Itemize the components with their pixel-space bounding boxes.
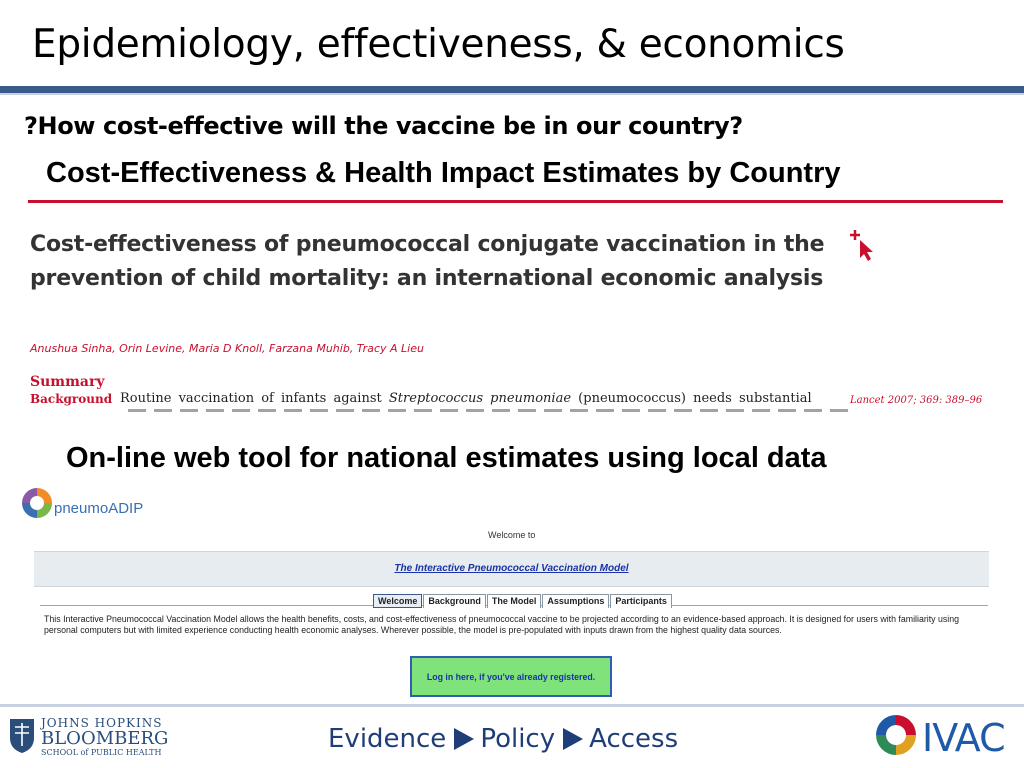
- paper-cutoff-line: [128, 409, 848, 412]
- paper-excerpt: [28, 212, 1003, 412]
- background-text-italic: Streptococcus pneumoniae: [388, 391, 572, 406]
- model-description: This Interactive Pneumococcal Vaccination Model allows the health benefits, costs, and cost-effectiveness of pneumococcal vaccine to be projected according to an evidence-based approach. It is designed for users with familiarity using personal computers but with limited experience conducting health economic analyses. Wherever possible, the model is pre-populated with inputs drawn from the highest quality data sources.: [44, 614, 960, 635]
- title-divider: [0, 86, 1024, 93]
- tab-background[interactable]: Background: [423, 594, 486, 608]
- background-text-start: Routine vaccination of infants against: [120, 391, 382, 406]
- pointer-cursor-icon: [850, 230, 880, 262]
- pneumoadip-logo-icon: [20, 486, 54, 520]
- tab-bar: [373, 594, 673, 608]
- section-divider: [28, 200, 1003, 203]
- jhu-shield-icon: [9, 718, 35, 754]
- login-button[interactable]: [410, 656, 612, 697]
- arrow-right-icon: [563, 728, 583, 750]
- tab-participants[interactable]: Participants: [610, 594, 672, 608]
- paper-background-text: [120, 391, 812, 406]
- jhu-name-line1: JOHNS HOPKINS: [41, 716, 163, 730]
- jhu-name-line2: BLOOMBERG: [41, 728, 169, 749]
- tagline: [328, 724, 678, 754]
- section-heading-estimates: Cost-Effectiveness & Health Impact Estimates by Country: [46, 157, 841, 189]
- jhu-name-line3: SCHOOL of PUBLIC HEALTH: [41, 748, 162, 757]
- tagline-access: Access: [589, 724, 679, 754]
- tab-assumptions[interactable]: Assumptions: [542, 594, 609, 608]
- section-heading-webtool: On-line web tool for national estimates using local data: [66, 442, 827, 474]
- pneumoadip-logo-text: pneumoADIP: [54, 500, 144, 517]
- title-divider-shadow: [0, 93, 1024, 95]
- paper-authors: Anushua Sinha, Orin Levine, Maria D Knoll, Farzana Muhib, Tracy A Lieu: [30, 342, 424, 355]
- paper-title: Cost-effectiveness of pneumococcal conjugate vaccination in the prevention of child mortality: an international economic analysis: [30, 232, 825, 291]
- arrow-right-icon: [454, 728, 474, 750]
- model-title-link[interactable]: The Interactive Pneumococcal Vaccination Model: [394, 563, 629, 574]
- login-button-label: Log in here, if you've already registered.: [426, 672, 596, 682]
- question-text: ?How cost-effective will the vaccine be in our country?: [24, 112, 743, 140]
- model-banner: [34, 551, 989, 587]
- ivac-logo-text: IVAC: [922, 716, 1005, 760]
- ivac-logo-icon: [873, 712, 919, 758]
- welcome-to-text: Welcome to: [488, 530, 536, 540]
- paper-summary-label: Summary: [30, 374, 105, 390]
- footer-divider: [0, 704, 1024, 707]
- background-text-end: (pneumococcus) needs substantial: [578, 391, 812, 406]
- tab-the-model[interactable]: The Model: [487, 594, 542, 608]
- tagline-policy: Policy: [480, 724, 556, 754]
- tab-welcome[interactable]: Welcome: [373, 594, 422, 608]
- paper-citation: Lancet 2007; 369: 389–96: [850, 395, 983, 406]
- paper-background-label: Background: [30, 392, 113, 406]
- slide-title: Epidemiology, effectiveness, & economics: [32, 22, 845, 67]
- tagline-evidence: Evidence: [328, 724, 447, 754]
